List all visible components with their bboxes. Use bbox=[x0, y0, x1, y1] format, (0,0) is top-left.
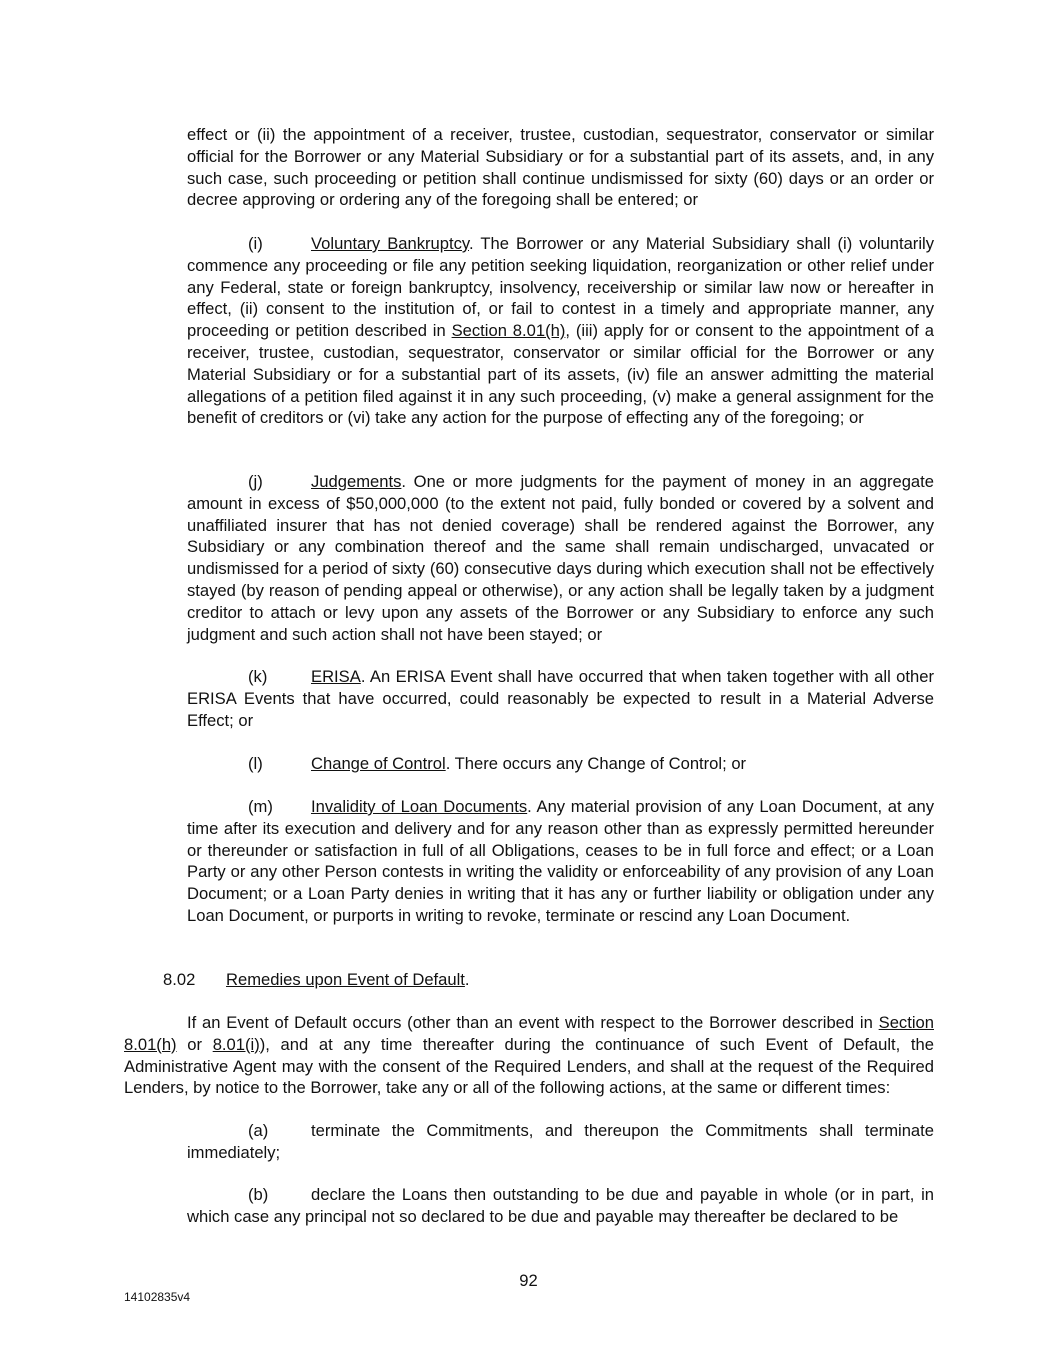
paragraph-continuation: effect or (ii) the appointment of a receiver, trustee, custodian, sequestrator, conservator or similar official for the Borrower or any Material Subsidiary or for a substantial part of its assets, and, in any such case, such proceeding or petition shall continue undismissed for sixty (60) days or an order or decree approving or ordering any of the foregoing shall be entered; or bbox=[187, 125, 934, 210]
clause-text: . An ERISA Event shall have occurred that when taken together with all other ERISA Events that have occurred, could reasonably be expected to result in a Material Adverse Effect; or bbox=[187, 667, 934, 730]
section-title: Remedies upon Event of Default bbox=[226, 970, 465, 989]
clause-title: Invalidity of Loan Documents bbox=[311, 797, 528, 816]
clause-label: (a) bbox=[248, 1121, 269, 1140]
page-number: 92 bbox=[519, 1271, 538, 1290]
clause-text: terminate the Commitments, and thereupon the Commitments shall terminate immediately; bbox=[187, 1121, 934, 1162]
clause-b-declare bbox=[187, 1184, 934, 1228]
clause-text: . Any material provision of any Loan Document, at any time after its execution and delivery and for any reason other than as expressly permitted hereunder or thereunder or satisfaction in full of all Obligations, ceases to be in full force and effect; or a Loan Party or any other Person contests in writing the validity or enforceability of any provision of any Loan Document; or a Loan Party denies in writing that it has any or further liability or obligation under any Loan Document, or purports in writing to revoke, terminate or rescind any Loan Document. bbox=[187, 797, 934, 925]
clause-label: (l) bbox=[248, 754, 263, 773]
clause-text: , (iii) apply for or consent to the appointment of a receiver, trustee, custodian, sequestrator, conservator or similar official for the Borrower or any Material Subsidiary or for a substantial part of its assets, (iv) file an answer admitting the material allegations of a petition filed against it in any such proceeding, (v) make a general assignment for the benefit of creditors or (vi) take any action for the purpose of effecting any of the foregoing; or bbox=[187, 321, 934, 428]
document-id: 14102835v4 bbox=[124, 1290, 191, 1304]
paragraph-text: or bbox=[176, 1034, 213, 1054]
clause-j-judgements bbox=[187, 471, 934, 645]
clause-m-invalidity bbox=[187, 796, 934, 927]
clause-text: . The Borrower or any Material Subsidiary shall (i) voluntarily commence any proceeding or file any petition seeking liquidation, reorganization or other relief under any Federal, state or foreign bankruptcy, insolvency, receivership or similar law now or hereafter in effect, (ii) consent to the institution of, or fail to contest in a timely and appropriate manner, any proceeding or petition described in bbox=[187, 234, 934, 341]
clause-text: declare the Loans then outstanding to be due and payable in whole (or in part, in which case any principal not so declared to be due and payable may thereafter be declared to be bbox=[187, 1185, 934, 1226]
clause-title: ERISA bbox=[311, 667, 361, 686]
clause-label: (m) bbox=[248, 797, 273, 816]
clause-title: Voluntary Bankruptcy bbox=[311, 234, 469, 253]
clause-text: . There occurs any Change of Control; or bbox=[445, 754, 747, 773]
clause-label: (b) bbox=[248, 1185, 269, 1204]
remedies-paragraph bbox=[124, 1012, 934, 1099]
clause-text: . One or more judgments for the payment of money in an aggregate amount in excess of $50,000,000 (to the extent not paid, fully bonded or covered by a solvent and unaffiliated insurer that has not denied coverage) shall be rendered against the Borrower, any Subsidiary or any combination thereof and the same shall remain undischarged, unvacated or undismissed for a period of sixty (60) consecutive days during which execution shall not be effectively stayed (by reason of pending appeal or otherwise), or any action shall be legally taken by a judgment creditor to attach or levy upon any assets of the Borrower or any Subsidiary to enforce any such judgment and such action shall not have been stayed; or bbox=[187, 472, 934, 644]
clause-title: Judgements bbox=[311, 472, 402, 491]
clause-label: (j) bbox=[248, 472, 263, 491]
paragraph-text: ), and at any time thereafter during the continuance of such Event of Default, the Administrative Agent may with the consent of the Required Lenders, and shall at the request of the Required Lenders, by notice to the Borrower, take any or all of the following actions, at the same or different times: bbox=[124, 1034, 935, 1098]
section-reference: Section 8.01(h) bbox=[451, 321, 566, 341]
clause-label: (i) bbox=[248, 234, 263, 253]
section-heading-8-02 bbox=[163, 969, 470, 991]
clause-k-erisa bbox=[187, 666, 934, 731]
clause-i-voluntary-bankruptcy bbox=[187, 233, 934, 429]
section-title-period: . bbox=[464, 970, 470, 989]
section-number: 8.02 bbox=[163, 970, 196, 989]
clause-l-change-of-control bbox=[187, 753, 934, 775]
clause-label: (k) bbox=[248, 667, 268, 686]
section-reference: Section 8.01(h) bbox=[124, 1013, 934, 1054]
clause-title: Change of Control bbox=[311, 754, 446, 773]
paragraph-text: If an Event of Default occurs (other than an event with respect to the Borrower described in bbox=[187, 1013, 879, 1032]
clause-a-terminate bbox=[187, 1120, 934, 1164]
section-reference: 8.01(i) bbox=[212, 1034, 260, 1054]
